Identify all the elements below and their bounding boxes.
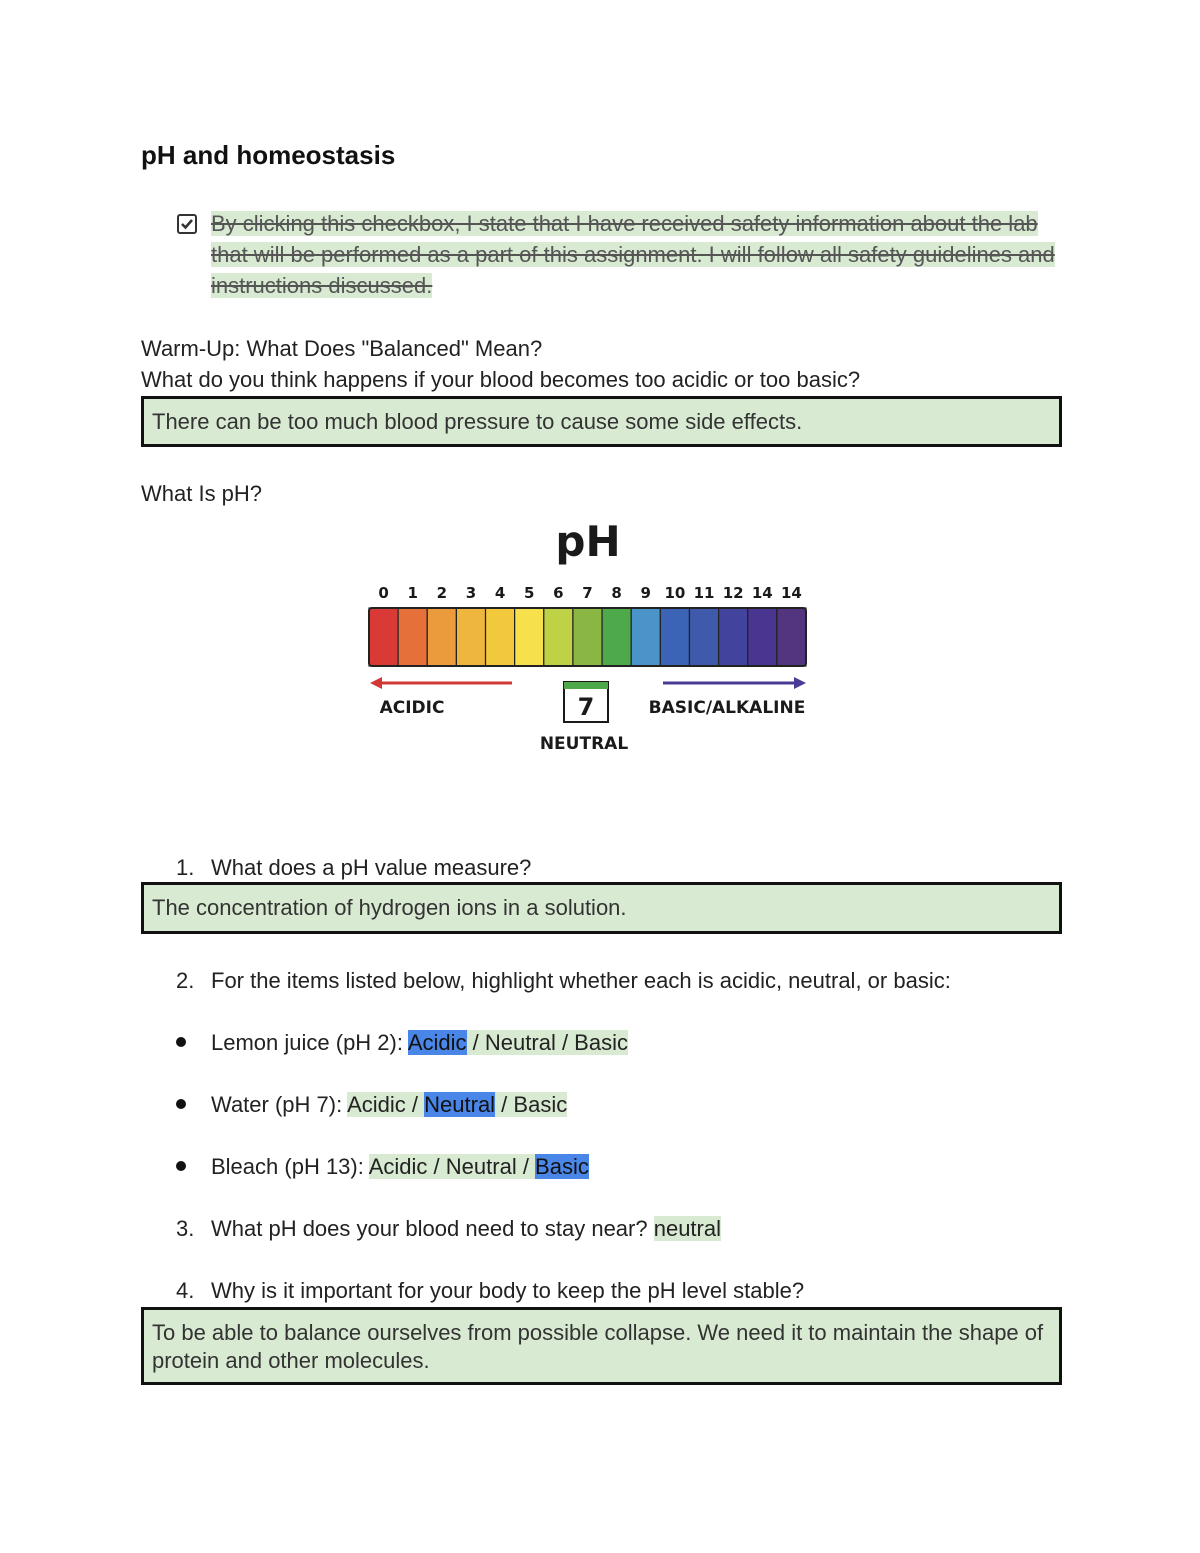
option-separator: / [495, 1092, 514, 1117]
question-3-number: 3. [176, 1216, 195, 1241]
item-label: Water (pH 7): [211, 1092, 348, 1117]
question-2-number: 2. [176, 968, 195, 993]
option-neutral-selected[interactable]: Neutral [424, 1092, 496, 1117]
option-separator: / [405, 1092, 425, 1117]
ph-tick-label-5: 5 [524, 584, 535, 602]
bullet-icon [176, 1099, 186, 1109]
ph-tick-label-7: 7 [582, 584, 593, 602]
ph-cell-12 [719, 608, 748, 666]
ph-scale-figure [360, 510, 820, 760]
question-1-answer-box[interactable]: The concentration of hydrogen ions in a solution. [141, 882, 1062, 934]
warmup-heading: Warm-Up: What Does "Balanced" Mean? [141, 336, 543, 361]
option-basic[interactable]: Basic [574, 1030, 628, 1055]
question-1-number: 1. [176, 855, 195, 880]
ph-tick-label-4: 4 [494, 584, 506, 602]
ph-cell-7 [573, 608, 602, 666]
ph-cell-3 [456, 608, 485, 666]
ph-cell-14 [777, 608, 806, 666]
question-2-text: For the items listed below, highlight whether each is acidic, neutral, or basic: [211, 968, 951, 993]
ph-cell-0 [369, 608, 398, 666]
question-4-answer-box[interactable]: To be able to balance ourselves from possible collapse. We need it to maintain the shape of protein and other molecules. [141, 1307, 1062, 1385]
ph-tick-label-10: 10 [664, 584, 686, 602]
ph-tick-label-6: 6 [553, 584, 564, 602]
ph-scale-bar [369, 608, 806, 666]
safety-checkbox[interactable] [177, 214, 197, 234]
item-label: Bleach (pH 13): [211, 1154, 369, 1179]
question-1 [176, 855, 531, 881]
ph-cell-5 [515, 608, 544, 666]
ph-cell-9 [631, 608, 660, 666]
ph-tick-label-12: 12 [722, 584, 744, 602]
option-acidic-selected[interactable]: Acidic [407, 1030, 467, 1055]
ph-tick-label-13: 14 [751, 584, 773, 602]
option-neutral[interactable]: Neutral [484, 1030, 556, 1055]
ph-tick-label-14: 14 [780, 584, 802, 602]
ph-tick-label-9: 9 [640, 584, 651, 602]
ph-tick-label-8: 8 [611, 584, 622, 602]
ph-cell-1 [398, 608, 427, 666]
option-acidic[interactable]: Acidic [368, 1154, 428, 1179]
warmup-question: What do you think happens if your blood becomes too acidic or too basic? [141, 367, 861, 392]
option-separator: / [555, 1030, 575, 1055]
warmup-answer-box[interactable]: There can be too much blood pressure to cause some side effects. [141, 396, 1062, 447]
acidic-arrow-head [370, 677, 382, 689]
ph-cell-8 [602, 608, 631, 666]
option-separator: / [516, 1154, 536, 1179]
ph-tick-label-1: 1 [407, 584, 418, 602]
basic-arrow-head [794, 677, 806, 689]
ph-tick-label-0: 0 [378, 584, 389, 602]
bullet-icon [176, 1037, 186, 1047]
list-item [176, 1092, 567, 1118]
option-separator: / [427, 1154, 446, 1179]
ph-cell-11 [689, 608, 718, 666]
option-basic[interactable]: Basic [513, 1092, 568, 1117]
what-is-ph-heading: What Is pH? [141, 481, 263, 506]
question-3-answer[interactable]: neutral [653, 1216, 721, 1241]
option-separator: / [466, 1030, 485, 1055]
ph-cell-4 [486, 608, 515, 666]
question-3 [176, 1216, 721, 1242]
ph-tick-labels [378, 584, 802, 602]
neutral-badge-top [564, 682, 608, 689]
ph-tick-label-11: 11 [693, 584, 715, 602]
list-item [176, 1030, 628, 1056]
ph-figure-title: pH [555, 517, 621, 566]
item-label: Lemon juice (pH 2): [211, 1030, 408, 1055]
acidic-label: ACIDIC [379, 698, 445, 718]
ph-cell-13 [748, 608, 777, 666]
neutral-value: 7 [577, 693, 595, 721]
question-2 [176, 968, 951, 994]
question-4 [176, 1278, 804, 1304]
question-4-text: Why is it important for your body to keep the pH level stable? [211, 1278, 805, 1303]
neutral-label: NEUTRAL [539, 734, 629, 754]
question-1-text: What does a pH value measure? [211, 855, 532, 880]
option-acidic[interactable]: Acidic [347, 1092, 406, 1117]
option-neutral[interactable]: Neutral [445, 1154, 517, 1179]
option-basic-selected[interactable]: Basic [535, 1154, 589, 1179]
safety-checkbox-label: By clicking this checkbox, I state that I have received safety information about the lab that will be performed as a part of this assignment. I will follow all safety guidelines and instructions discussed. [211, 211, 1055, 298]
ph-cell-10 [660, 608, 689, 666]
question-4-number: 4. [176, 1278, 195, 1303]
bullet-icon [176, 1161, 186, 1171]
question-3-text: What pH does your blood need to stay near? [211, 1216, 654, 1241]
list-item [176, 1154, 589, 1180]
basic-alkaline-label: BASIC/ALKALINE [648, 698, 806, 718]
ph-tick-label-3: 3 [465, 584, 477, 602]
ph-cell-2 [427, 608, 456, 666]
checkmark-icon [180, 217, 194, 231]
page-title: pH and homeostasis [141, 140, 396, 170]
ph-cell-6 [544, 608, 573, 666]
ph-tick-label-2: 2 [436, 584, 448, 602]
